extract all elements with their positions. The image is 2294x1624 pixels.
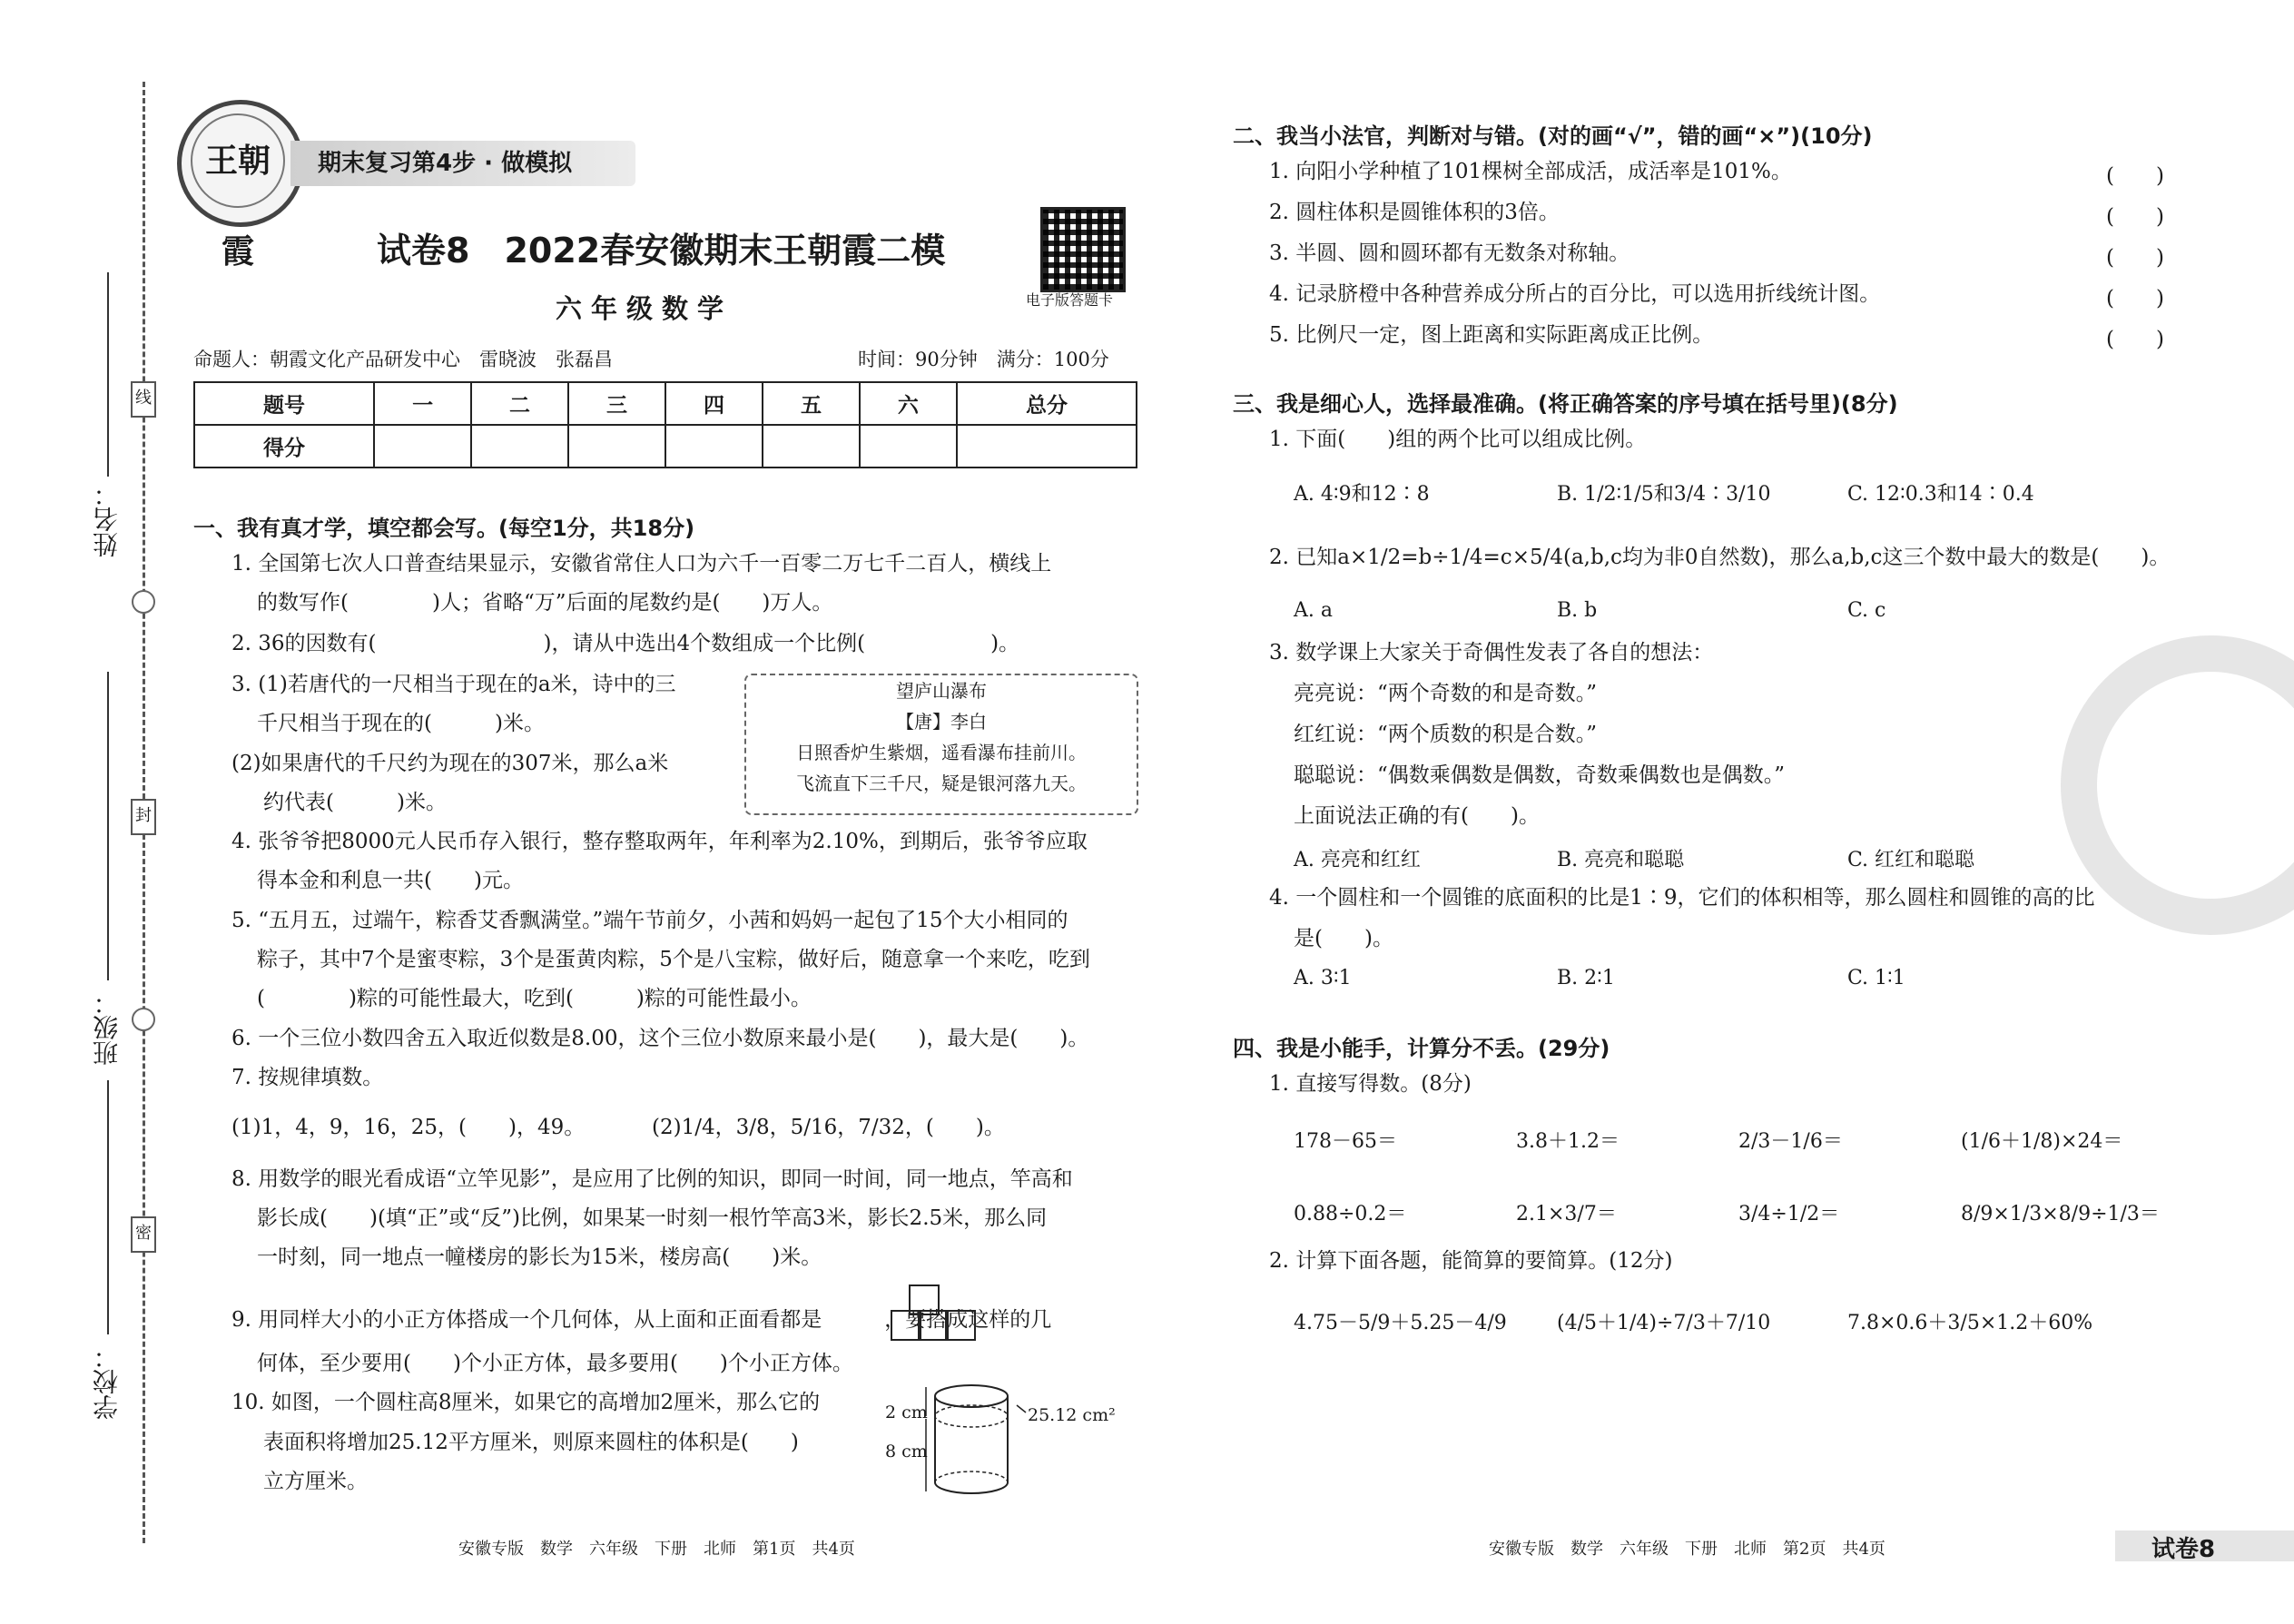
calc-problem: 7.8×0.6＋3/5×1.2＋60% (1847, 1312, 2093, 1334)
s1-q7-1: (1)1，4，9，16，25，( )，49。 (231, 1116, 586, 1139)
s1-q3-1: 3. (1)若唐代的一尺相当于现在的a米，诗中的三 (231, 673, 676, 696)
section-2-heading: 二、我当小法官，判断对与错。(对的画“√”，错的画“×”)(10分) (1233, 123, 1873, 149)
s2-item-1: 1. 向阳小学种植了101棵树全部成活，成活率是101%。 (1269, 160, 1792, 183)
score-cell[interactable] (860, 425, 957, 468)
direct-calc: (1/6＋1/8)×24＝ (1961, 1130, 2123, 1153)
page-title: 试卷8 2022春安徽期末王朝霞二模 (377, 231, 946, 271)
qr-code-icon[interactable] (1040, 207, 1126, 292)
s3-q2-option-a[interactable]: A. a (1294, 599, 1333, 622)
table-row: 得分 (194, 425, 1137, 468)
direct-calc: 2.1×3/7＝ (1516, 1203, 1617, 1225)
s3-q1-option-c[interactable]: C. 12∶0.3和14∶0.4 (1847, 483, 2034, 506)
s3-q3-line4: 上面说法正确的有( )。 (1294, 804, 1540, 828)
answer-paren[interactable]: ( ) (2106, 205, 2164, 229)
s3-q2-option-c[interactable]: C. c (1847, 599, 1886, 622)
s1-q8-cont2: 一时刻，同一地点一幢楼房的影长为15米，楼房高( )米。 (257, 1245, 822, 1269)
s1-q9-cont: 何体，至少要用( )个小正方体，最多要用( )个小正方体。 (257, 1352, 853, 1375)
score-cell[interactable] (957, 425, 1137, 468)
school-label: 学校： (92, 1343, 122, 1420)
s1-q9: 9. 用同样大小的小正方体搭成一个几何体，从上面和正面看都是 ，要搭成这样的几 (231, 1308, 1052, 1332)
s2-item-5: 5. 比例尺一定，图上距离和实际距离成正比例。 (1269, 323, 1714, 347)
poem-author: 【唐】李白 (896, 711, 987, 733)
watermark-stamp (2061, 635, 2294, 935)
s1-q6: 6. 一个三位小数四舍五入取近似数是8.00，这个三位小数原来最小是( )，最大是( )。 (231, 1027, 1089, 1050)
score-cell[interactable] (568, 425, 665, 468)
score-cell[interactable] (374, 425, 471, 468)
section-1-heading: 一、我有真才学，填空都会写。(每空1分，共18分) (193, 516, 695, 541)
s1-q8-cont1: 影长成( )(填“正”或“反”)比例，如果某一时刻一根竹竿高3米，影长2.5米，那么同 (257, 1206, 1048, 1230)
s3-q4-option-a[interactable]: A. 3∶1 (1294, 967, 1352, 989)
calc-problem: (4/5＋1/4)÷7/3＋7/10 (1557, 1312, 1771, 1334)
authors: 命题人：朝霞文化产品研发中心 雷晓波 张磊昌 (193, 349, 613, 370)
figure-label-area: 25.12 cm² (1028, 1405, 1116, 1425)
view-square (918, 1310, 949, 1341)
answer-paren[interactable]: ( ) (2106, 164, 2164, 188)
seal-line: 线 (131, 381, 156, 418)
s3-q3-line1: 亮亮说：“两个奇数的和是奇数。” (1294, 682, 1598, 705)
s3-q4: 4. 一个圆柱和一个圆锥的底面积的比是1∶9，它们的体积相等，那么圆柱和圆锥的高的比 (1269, 886, 2095, 910)
direct-calc: 178－65＝ (1294, 1130, 1397, 1153)
school-blank[interactable] (107, 1080, 109, 1334)
figure-label-2cm: 2 cm (885, 1403, 928, 1422)
s1-q1-cont: 的数写作( )人；省略“万”后面的尾数约是( )万人。 (257, 591, 833, 615)
poem-title: 望庐山瀑布 (896, 680, 987, 702)
binding-ring-icon (132, 1008, 155, 1031)
name-label: 姓名： (92, 481, 122, 557)
section-4-heading: 四、我是小能手，计算分不丢。(29分) (1233, 1036, 1610, 1061)
direct-calc: 0.88÷0.2＝ (1294, 1203, 1407, 1225)
s2-item-4: 4. 记录脐橙中各种营养成分所占的百分比，可以选用折线统计图。 (1269, 282, 1881, 306)
s3-q3-option-b[interactable]: B. 亮亮和聪聪 (1557, 849, 1685, 871)
brand-logo: 王朝霞 (177, 100, 304, 227)
s1-q7: 7. 按规律填数。 (231, 1066, 384, 1089)
s1-q1: 1. 全国第七次人口普查结果显示，安徽省常住人口为六千一百零二万七千二百人，横线上 (231, 552, 1052, 576)
footer-left: 安徽专版 数学 六年级 下册 北师 第1页 共4页 (458, 1540, 855, 1559)
s1-q10: 10. 如图，一个圆柱高8厘米，如果它的高增加2厘米，那么它的 (231, 1391, 821, 1414)
s1-q5-cont2: ( )粽的可能性最大，吃到( )粽的可能性最小。 (257, 987, 812, 1010)
seal-seal: 封 (131, 799, 156, 835)
class-blank[interactable] (107, 672, 109, 980)
s1-q7-2: (2)1/4，3/8，5/16，7/32，( )。 (652, 1116, 1005, 1139)
footer-right: 安徽专版 数学 六年级 下册 北师 第2页 共4页 (1489, 1540, 1885, 1559)
s1-q5: 5. “五月五，过端午，粽香艾香飘满堂。”端午节前夕，小茜和妈妈一起包了15个大小相同的 (231, 909, 1068, 932)
s1-q10-cont1: 表面积将增加25.12平方厘米，则原来圆柱的体积是( ) (263, 1431, 799, 1454)
poem-box (744, 674, 1138, 815)
s3-q3-line3: 聪聪说：“偶数乘偶数是偶数，奇数乘偶数也是偶数。” (1294, 763, 1786, 787)
s3-q2: 2. 已知a×1/2=b÷1/4=c×5/4(a,b,c均为非0自然数)，那么a,b,c这三个数中最大的数是( )。 (1269, 546, 2171, 569)
s4-q1: 1. 直接写得数。(8分) (1269, 1072, 1472, 1096)
view-square (891, 1310, 921, 1341)
s3-q1: 1. 下面( )组的两个比可以组成比例。 (1269, 428, 1647, 451)
cylinder-figure (881, 1378, 1126, 1496)
answer-paren[interactable]: ( ) (2106, 287, 2164, 310)
review-step-banner: 期末复习第4步 · 做模拟 (290, 141, 635, 186)
s3-q3-line2: 红红说：“两个质数的积是合数。” (1294, 723, 1598, 746)
binding-ring-icon (132, 590, 155, 614)
page-subtitle: 六年级数学 (556, 293, 733, 324)
paper-tag: 试卷8 (2151, 1536, 2216, 1563)
s3-q4-cont: 是( )。 (1294, 927, 1393, 950)
seal-secret: 密 (131, 1216, 156, 1253)
s1-q3-2: (2)如果唐代的千尺约为现在的307米，那么a米 (231, 752, 669, 775)
score-cell[interactable] (471, 425, 568, 468)
direct-calc: 8/9×1/3×8/9÷1/3＝ (1961, 1203, 2160, 1225)
s1-q8: 8. 用数学的眼光看成语“立竿见影”，是应用了比例的知识，即同一时间，同一地点，竿高和 (231, 1167, 1073, 1191)
answer-paren[interactable]: ( ) (2106, 328, 2164, 351)
direct-calc: 3.8＋1.2＝ (1516, 1130, 1620, 1153)
time-score: 时间：90分钟 满分：100分 (858, 349, 1109, 370)
name-blank[interactable] (107, 272, 109, 477)
direct-calc: 2/3－1/6＝ (1738, 1130, 1843, 1153)
s3-q3-option-c[interactable]: C. 红红和聪聪 (1847, 849, 1975, 871)
s3-q2-option-b[interactable]: B. b (1557, 599, 1598, 622)
s3-q4-option-c[interactable]: C. 1∶1 (1847, 967, 1905, 989)
score-cell[interactable] (665, 425, 763, 468)
poem-line: 飞流直下三千尺，疑是银河落九天。 (796, 773, 1087, 794)
poem-line: 日照香炉生紫烟，遥看瀑布挂前川。 (796, 742, 1087, 763)
figure-label-8cm: 8 cm (885, 1442, 928, 1462)
s3-q1-option-b[interactable]: B. 1/2∶1/5和3/4∶3/10 (1557, 483, 1771, 506)
direct-calc: 3/4÷1/2＝ (1738, 1203, 1840, 1225)
s4-q2: 2. 计算下面各题，能简算的要简算。(12分) (1269, 1249, 1673, 1273)
s3-q4-option-b[interactable]: B. 2∶1 (1557, 967, 1615, 989)
score-table (193, 381, 1137, 468)
s3-q3-option-a[interactable]: A. 亮亮和红红 (1294, 849, 1421, 871)
view-square (945, 1310, 976, 1341)
s1-q3-1-cont: 千尺相当于现在的( )米。 (257, 712, 545, 735)
s2-item-2: 2. 圆柱体积是圆锥体积的3倍。 (1269, 201, 1560, 224)
s1-q3-2-cont: 约代表( )米。 (263, 791, 447, 814)
s3-q1-option-a[interactable]: A. 4∶9和12∶8 (1294, 483, 1430, 506)
table-row: 题号 一 二 三 四 五 六 总分 (194, 382, 1137, 425)
s1-q5-cont1: 粽子，其中7个是蜜枣粽，3个是蛋黄肉粽，5个是八宝粽，做好后，随意拿一个来吃，吃到 (257, 948, 1090, 971)
s3-q3: 3. 数学课上大家关于奇偶性发表了各自的想法： (1269, 641, 1714, 664)
calc-problem: 4.75－5/9＋5.25－4/9 (1294, 1312, 1507, 1334)
s1-q4: 4. 张爷爷把8000元人民币存入银行，整存整取两年，年利率为2.10%，到期后，张爷爷应取 (231, 830, 1088, 853)
s2-item-3: 3. 半圆、圆和圆环都有无数条对称轴。 (1269, 241, 1630, 265)
s1-q2: 2. 36的因数有( )，请从中选出4个数组成一个比例( )。 (231, 632, 1020, 655)
section-3-heading: 三、我是细心人，选择最准确。(将正确答案的序号填在括号里)(8分) (1233, 391, 1898, 417)
qr-caption: 电子版答题卡 (1026, 291, 1114, 309)
score-cell[interactable] (763, 425, 860, 468)
s1-q4-cont: 得本金和利息一共( )元。 (257, 869, 524, 892)
class-label: 班级： (92, 989, 122, 1066)
answer-paren[interactable]: ( ) (2106, 246, 2164, 270)
s1-q10-cont2: 立方厘米。 (263, 1470, 368, 1493)
